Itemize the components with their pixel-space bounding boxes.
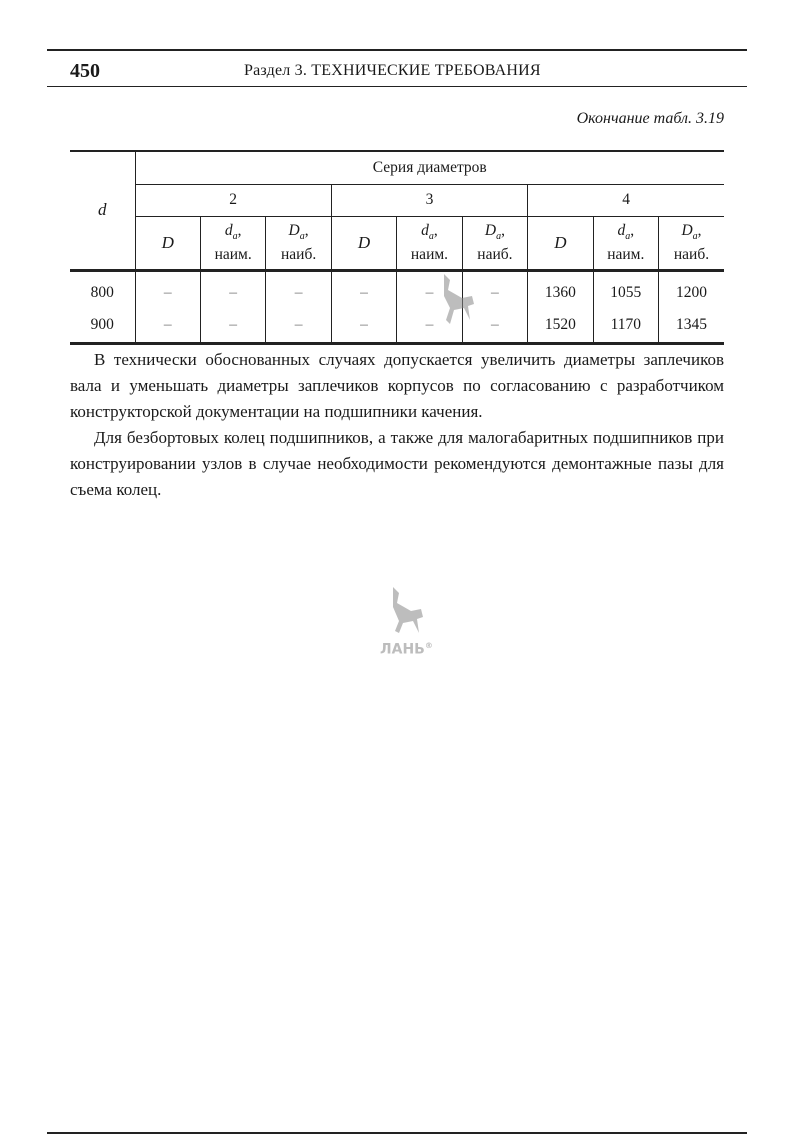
column-header: $d_a$, наим. <box>593 216 658 270</box>
footer-rule <box>47 1132 747 1134</box>
watermark-logo <box>432 270 482 340</box>
column-subscript: a <box>232 231 238 243</box>
column-header: $D_a$, наиб. <box>659 216 725 270</box>
column-header <box>331 216 396 270</box>
table-cell: – <box>331 270 396 310</box>
table-cell: 1345 <box>659 310 725 344</box>
series-header: 4 <box>528 184 724 216</box>
table-cell: 1055 <box>593 270 658 310</box>
header-bottom-rule <box>47 86 747 87</box>
body-text <box>70 347 724 503</box>
column-note: наим. <box>607 245 645 263</box>
table-cell: – <box>462 270 527 310</box>
row-header-d: d <box>70 151 135 270</box>
column-note: наим. <box>410 245 449 263</box>
column-symbol: D <box>681 222 693 240</box>
header-top-rule <box>47 49 747 51</box>
watermark-logo: ЛАНЬ® <box>380 585 433 658</box>
row-d: 900 <box>70 310 135 344</box>
table-cell: – <box>135 270 200 310</box>
table-cell: 1170 <box>593 310 658 344</box>
column-header: $d_a$, наим. <box>200 216 265 270</box>
column-symbol: d <box>421 222 429 240</box>
table-cell: 1520 <box>528 310 593 344</box>
column-subscript: a <box>496 231 502 243</box>
column-symbol: D <box>357 233 371 252</box>
column-header <box>528 216 593 270</box>
column-note: наиб. <box>477 245 513 263</box>
column-header: $d_a$, наим. <box>397 216 462 270</box>
table-cell: – <box>200 270 265 310</box>
table-cell: – <box>462 310 527 344</box>
table-cell: – <box>266 310 331 344</box>
column-subscript: a <box>428 231 434 243</box>
table-cell: 1360 <box>528 270 593 310</box>
group-header: Серия диаметров <box>135 151 724 184</box>
column-header <box>135 216 200 270</box>
table-cell: – <box>200 310 265 344</box>
running-head: Раздел 3. ТЕХНИЧЕСКИЕ ТРЕБОВАНИЯ <box>244 62 541 79</box>
table-caption: Окончание табл. 3.19 <box>576 110 724 127</box>
table-cell: – <box>397 270 462 310</box>
column-subscript: a <box>692 231 698 243</box>
data-table <box>70 150 724 345</box>
column-note: наиб. <box>280 245 317 263</box>
table-cell: – <box>135 310 200 344</box>
row-d: 800 <box>90 283 114 301</box>
column-subscript: a <box>299 231 305 243</box>
column-symbol: d <box>224 222 233 240</box>
column-symbol: D <box>288 222 300 240</box>
paragraph: Для безбортовых колец подшипников, а также для малогабаритных подшипников при конструировании узлов в случае необходимости рекомендуются демонтажные пазы для съема колец. <box>70 428 724 499</box>
column-symbol: D <box>484 222 497 240</box>
column-subscript: a <box>625 231 631 243</box>
page-number: 450 <box>70 60 100 82</box>
table-cell: – <box>397 310 462 344</box>
column-symbol: d <box>617 222 626 240</box>
column-header: $D_a$, наиб. <box>462 216 527 270</box>
column-symbol: D <box>554 233 567 252</box>
paragraph: В технически обоснованных случаях допускается увеличить диаметры заплечиков вала и уменьшать диаметры заплечиков корпусов по согласованию с разработчиком конструкторской документации на подшипники качения. <box>70 350 724 421</box>
column-note: наиб. <box>673 245 710 263</box>
column-header: $D_a$, наиб. <box>266 216 331 270</box>
table-cell: 1200 <box>659 270 725 310</box>
table-cell: – <box>331 310 396 344</box>
column-note: наим. <box>214 245 252 263</box>
column-symbol: D <box>161 233 174 252</box>
series-header: 3 <box>331 184 527 216</box>
table-cell: – <box>266 270 331 310</box>
series-header: 2 <box>135 184 331 216</box>
